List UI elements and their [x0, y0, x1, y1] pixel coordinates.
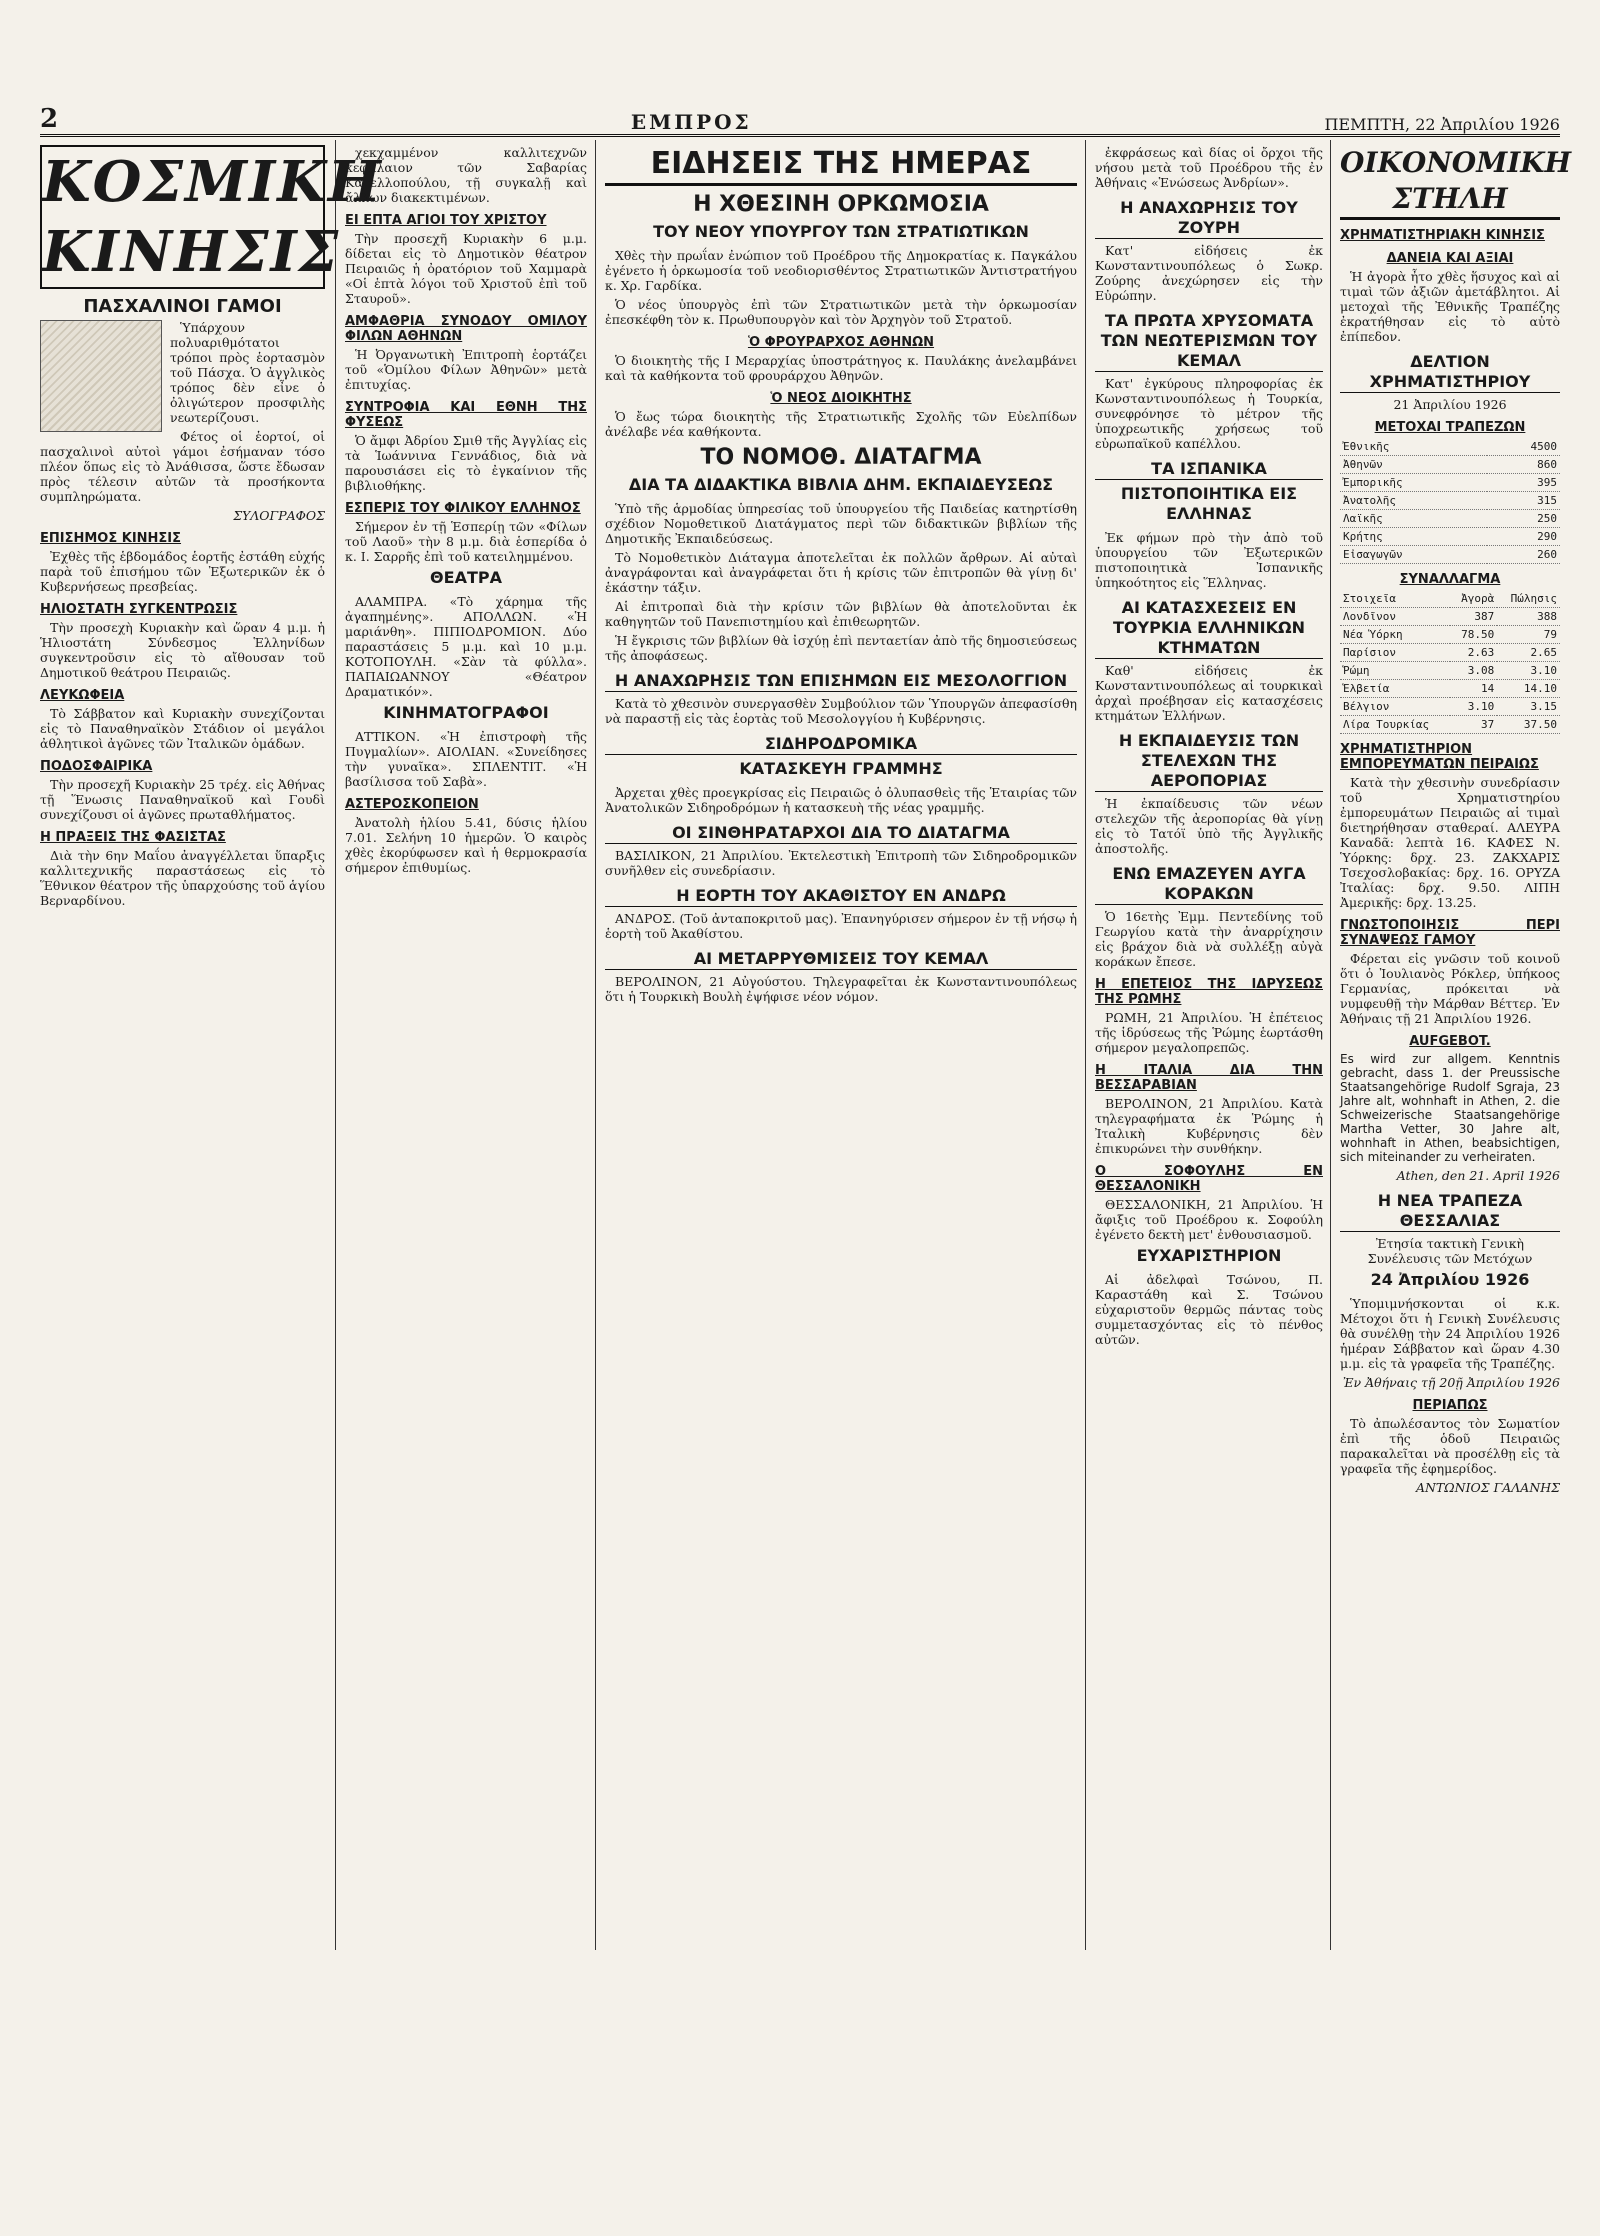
section-heading: ΣΙΔΗΡΟΔΡΟΜΙΚΑ [605, 734, 1077, 755]
article-text: ΒΕΡΟΛΙΝΟΝ, 21 Ἀπριλίου. Κατὰ τηλεγραφήματα ἐκ Ῥώμης ἡ Ἰταλικὴ Κυβέρνησις δὲν ἐπικυρώνει τὴν συνθήκην. [1095, 1096, 1323, 1156]
bank-notice-sub: Ἐτησία τακτικὴ Γενικὴ Συνέλευσις τῶν Μετόχων [1367, 1236, 1533, 1266]
issue-date: ΠΕΜΠΤΗ, 22 Ἀπριλίου 1926 [1324, 115, 1560, 134]
row-label: Ἐμπορικῆς [1340, 474, 1487, 492]
news-column [345, 145, 587, 1945]
article-text: ΑΝΔΡΟΣ. (Τοῦ ἀνταποκριτοῦ μας). Ἐπανηγύρισεν σήμερον ἐν τῇ νήσῳ ἡ ἑορτὴ τοῦ Ἀκαθίστου. [605, 911, 1077, 941]
section-heading: Η ΕΠΕΤΕΙΟΣ ΤΗΣ ΙΔΡΥΣΕΩΣ ΤΗΣ ΡΩΜΗΣ [1095, 977, 1323, 1007]
sell-rate: 3.10 [1497, 662, 1560, 680]
society-column [40, 145, 383, 1945]
headline: Η ΧΘΕΣΙΝΗ ΟΡΚΩΜΟΣΙΑ [693, 192, 989, 217]
bulletin-date: 21 Ἀπριλίου 1926 [1393, 397, 1507, 412]
section-heading: ΑΙ ΜΕΤΑΡΡΥΘΜΙΣΕΙΣ ΤΟΥ ΚΕΜΑΛ [605, 949, 1077, 970]
table-row [1340, 698, 1560, 716]
table-row [1340, 662, 1560, 680]
section-heading: Η ΕΚΠΑΙΔΕΥΣΙΣ ΤΩΝ ΣΤΕΛΕΧΩΝ ΤΗΣ ΑΕΡΟΠΟΡΙΑΣ [1095, 731, 1323, 792]
page-number: 2 [40, 104, 59, 134]
bulletin-heading: ΔΕΛΤΙΟΝ ΧΡΗΜΑΤΙΣΤΗΡΙΟΥ [1340, 352, 1560, 393]
masthead [40, 100, 1560, 137]
table-row [1340, 608, 1560, 626]
article-text: Κατὰ τὴν χθεσινὴν συνεδρίασιν τοῦ Χρηματιστηρίου ἐμπορευμάτων Πειραιῶς αἱ τιμαὶ διετηρήθησαν σταθεραί. ΑΛΕΥΡΑ Καναδᾶ: λεπτὰ 16. ΚΑΦΕΣ Ν. Ὑόρκης: δρχ. 23. ΖΑΚΧΑΡΙΣ Τσεχοσλοβακίας: δρχ. 16. ΟΡΥΖΑ Ἰταλίας: δρχ. 9.50. ΛΙΠΗ Ἀμερικῆς: δρχ. 13.25. [1340, 775, 1560, 910]
subheadline: ΤΟΥ ΝΕΟΥ ΥΠΟΥΡΓΟΥ ΤΩΝ ΣΤΡΑΤΙΩΤΙΚΩΝ [653, 222, 1029, 241]
section-heading: ΗΛΙΟΣΤΑΤΗ ΣΥΓΚΕΝΤΡΩΣΙΣ [40, 602, 238, 617]
bank-notice-date: 24 Ἀπριλίου 1926 [1370, 1270, 1530, 1289]
currency-label: Βέλγιον [1340, 698, 1450, 716]
section-heading: ΕΠΙΣΗΜΟΣ ΚΙΝΗΣΙΣ [40, 531, 182, 546]
sell-rate: 37.50 [1497, 716, 1560, 734]
section-heading: ΧΡΗΜΑΤΙΣΤΗΡΙΑΚΗ ΚΙΝΗΣΙΣ [1340, 228, 1545, 243]
section-heading: ΠΕΡΙΑΠΩΣ [1412, 1398, 1488, 1413]
article-text: Αἱ ἐπιτροπαὶ διὰ τὴν κρίσιν τῶν βιβλίων θὰ ἀποτελοῦνται ἐκ καθηγητῶν τοῦ Πανεπιστημίου καὶ ἐπιθεωρητῶν. [605, 599, 1077, 629]
section-heading: ΛΕΥΚΩΦΕΙΑ [40, 688, 125, 703]
section-kicker: ΕΙΔΗΣΕΙΣ ΤΗΣ ΗΜΕΡΑΣ [605, 145, 1077, 186]
table-row [1340, 644, 1560, 662]
row-value: 315 [1487, 492, 1560, 510]
table-row [1340, 474, 1560, 492]
article-text: Ὁ ἄμφι Ἀδρίου Σμιθ τῆς Ἀγγλίας εἰς τὰ Ἱωάννινα Γεννάδιος, διὰ νὰ παρουσιάσει εἰς τὸ ἐγκαίνιον τῆς βιβλιοθήκης. [345, 433, 587, 493]
article-text: Ὑπάρχουν πολυαριθμότατοι τρόποι πρὸς ἑορτασμὸν τοῦ Πάσχα. Ὁ ἀγγλικὸς τρόπος δὲν εἶνε ὁ ὀλιγώτερον προσφιλὴς νεωτερίζουσι. [170, 320, 325, 425]
article-text: Ὑπὸ τῆς ἁρμοδίας ὑπηρεσίας τοῦ ὑπουργείου τῆς Παιδείας κατηρτίσθη σχέδιον Νομοθετικοῦ Διατάγματος περὶ τῶν διδακτικῶν βιβλίων τῆς Δημοτικῆς Ἐκπαιδεύσεως. [605, 501, 1077, 546]
article-text: ΒΕΡΟΛΙΝΟΝ, 21 Αὐγούστου. Τηλεγραφεῖται ἐκ Κωνσταντινουπόλεως ὅτι ἡ Τουρκικὴ Βουλὴ ἐψήφισε νέον νόμον. [605, 974, 1077, 1004]
aufgebot-heading: AUFGEBOT. [1409, 1034, 1491, 1049]
article-text: Τὴν προσεχὴ Κυριακὴν καὶ ὥραν 4 μ.μ. ἡ Ἡλιοστάτη Σύνδεσμος Ἑλληνίδων συγκεντροῦσιν εἰς τὸ αἴθουσαν τοῦ Δημοτικοῦ θεάτρου Πειραιῶς. [40, 620, 325, 680]
row-value: 290 [1487, 528, 1560, 546]
row-value: 4500 [1487, 438, 1560, 456]
subheadline: ΔΙΑ ΤΑ ΔΙΔΑΚΤΙΚΑ ΒΙΒΛΙΑ ΔΗΜ. ΕΚΠΑΙΔΕΥΣΕΩΣ [628, 475, 1054, 494]
article-text: Τὴν προσεχῆ Κυριακὴν 25 τρέχ. εἰς Ἀθήνας τῇ Ἕνωσις Παναθηναϊκοῦ καὶ Γουδὶ συνεχίζουσι οἱ ἀγῶνες πρωταθλήματος. [40, 777, 325, 822]
foreign-news-column [1095, 145, 1323, 1945]
row-label: Ἀθηνῶν [1340, 456, 1487, 474]
table-row [1340, 716, 1560, 734]
sell-rate: 79 [1497, 626, 1560, 644]
section-heading: Ο ΣΟΦΟΥΛΗΣ ΕΝ ΘΕΣΣΑΛΟΝΙΚΗ [1095, 1164, 1323, 1194]
article-text: Κατὰ τὸ χθεσινὸν συνεργασθὲν Συμβούλιον τῶν Ὑπουργῶν ἀπεφασίσθη νὰ παραστῇ εἰς τὰς ἑορτὰς τοῦ Μεσολογγίου ἡ Κυβέρνησις. [605, 696, 1077, 726]
aufgebot-signature: Athen, den 21. April 1926 [1396, 1168, 1560, 1183]
table-row [1340, 456, 1560, 474]
article-text: Ὁ 16ετὴς Ἐμμ. Πεντεδίνης τοῦ Γεωργίου κατὰ τὴν ἀναρρίχησιν εἰς βράχον διὰ νὰ συλλέξῃ αὐγὰ κοράκων ἔπεσε. [1095, 909, 1323, 969]
section-heading: ΤΑ ΙΣΠΑΝΙΚΑ [1095, 459, 1323, 480]
article-text: Ἀρχεται χθὲς προεγκρίσας εἰς Πειραιῶς ὁ ὀλυπασθεὶς τῆς Ἑταιρίας τῶν Ἀνατολικῶν Σιδηροδρόμων ἡ κατασκευὴ τῆς νέας γραμμῆς. [605, 785, 1077, 815]
section-heading: ΔΑΝΕΙΑ ΚΑΙ ΑΞΙΑΙ [1386, 251, 1514, 266]
finance-banner: ΟΙΚΟΝΟΜΙΚΗ ΣΤΗΛΗ [1340, 145, 1560, 220]
bank-notice-text: Ὑπομιμνήσκονται οἱ κ.κ. Μέτοχοι ὅτι ἡ Γενικὴ Συνέλευσις θὰ συνέλθῃ τὴν 24 Ἀπριλίου 1926 ἡμέραν Σάββατον καὶ ὥραν 4.30 μ.μ. εἰς τὰ γραφεῖα τῆς Τραπέζης. [1340, 1296, 1560, 1371]
column-header: Ἀγορὰ [1450, 590, 1497, 608]
article-text: Καθ' εἰδήσεις ἐκ Κωνσταντινουπόλεως αἱ τουρκικαὶ ἀρχαὶ προέβησαν εἰς κατασχέσεις κτημάτων Ἑλλήνων. [1095, 663, 1323, 723]
article-text: Τὴν προσεχῆ Κυριακὴν 6 μ.μ. δίδεται εἰς τὸ Δημοτικὸν θέατρον Πειραιῶς ἡ ὀρατόριον τοῦ Χαμμαρὰ «Οἱ ἑπτὰ λόγοι τοῦ Χριστοῦ ἐπὶ τοῦ Σταυροῦ». [345, 231, 587, 306]
row-value: 250 [1487, 510, 1560, 528]
sell-rate: 2.65 [1497, 644, 1560, 662]
currency-label: Ἑλβετία [1340, 680, 1450, 698]
currency-label: Λονδῖνον [1340, 608, 1450, 626]
article-text: Ἡ ἐκπαίδευσις τῶν νέων στελεχῶν τῆς ἀεροπορίας θὰ γίνῃ εἰς τὸ Τατόϊ ὑπὸ τῆς Ἀγγλικῆς ἀποστολῆς. [1095, 796, 1323, 856]
section-heading: Η ΙΤΑΛΙΑ ΔΙΑ ΤΗΝ ΒΕΣΣΑΡΑΒΙΑΝ [1095, 1063, 1323, 1093]
article-text: ΒΑΣΙΛΙΚΟΝ, 21 Ἀπριλίου. Ἐκτελεστικὴ Ἐπιτροπὴ τῶν Σιδηροδρομικῶν συνῆλθεν εἰς συνεδρίασιν. [605, 848, 1077, 878]
section-heading: Ὁ ΦΡΟΥΡΑΡΧΟΣ ΑΘΗΝΩΝ [747, 335, 935, 350]
row-label: Κρήτης [1340, 528, 1487, 546]
column-rule [1085, 140, 1086, 1950]
article-text: Διὰ τὴν 6ην Μαΐου ἀναγγέλλεται ὕπαρξις καλλιτεχνικῆς παραστάσεως εἰς τὸ Ἕθνικον θέατρον τῆς ὑπαρχούσης τοῦ ἁγίου Βερναρδίνου. [40, 848, 325, 908]
section-heading: ΓΝΩΣΤΟΠΟΙΗΣΙΣ ΠΕΡΙ ΣΥΝΑΨΕΩΣ ΓΑΜΟΥ [1340, 918, 1560, 948]
finance-column [1340, 145, 1572, 1945]
article-text: Τὸ Σάββατον καὶ Κυριακὴν συνεχίζονται εἰς τὸ Παναθηναϊκὸν Στάδιον οἱ μεγάλοι ἀθλητικοὶ ἀγῶνες τῶν Ἰταλικῶν ὁμάδων. [40, 706, 325, 751]
table-row [1340, 528, 1560, 546]
aufgebot-text: Es wird zur allgem. Kenntnis gebracht, dass 1. der Preussische Staatsangehörige Rudolf Sgraja, 23 Jahre alt, wohnhaft in Athen, 2. die Schweizerische Staatsangehörige Martha Vetter, 30 Jahre alt, wohnhaft in Athen, beabsichtigen, sich miteinander zu verheiraten. [1340, 1052, 1560, 1164]
buy-rate: 37 [1450, 716, 1497, 734]
article-text: χεκχαμμένον καλλιτεχνῶν κεφάλαιον τῶν Σαβαρίας Κανελλοπούλου, τῇ συγκαλῇ καὶ ἄλλων διακεκτιμένων. [345, 145, 587, 205]
paper-name: ΕΜΠΡΟΣ [630, 110, 752, 134]
signature: ΑΝΤΩΝΙΟΣ ΓΑΛΑΝΗΣ [1415, 1480, 1560, 1495]
article-text: ΡΩΜΗ, 21 Ἀπριλίου. Ἡ ἐπέτειος τῆς ἱδρύσεως τῆς Ῥώμης ἑωρτάσθη σήμερον μεγαλοπρεπῶς. [1095, 1010, 1323, 1055]
article-text: Ὁ διοικητὴς τῆς Ι Μεραρχίας ὑποστράτηγος κ. Παυλάκης ἀνελαμβάνει καὶ τὰ καθήκοντα τοῦ φρουράρχου Ἀθηνῶν. [605, 353, 1077, 383]
column-rule [1330, 140, 1331, 1950]
table-row [1340, 680, 1560, 698]
row-value: 860 [1487, 456, 1560, 474]
currency-label: Νέα Ὑόρκη [1340, 626, 1450, 644]
section-heading: ΑΙ ΚΑΤΑΣΧΕΣΕΙΣ ΕΝ ΤΟΥΡΚΙΑ ΕΛΛΗΝΙΚΩΝ ΚΤΗΜΑΤΩΝ [1095, 598, 1323, 659]
bank-notice-heading: Η ΝΕΑ ΤΡΑΠΕΖΑ ΘΕΣΣΑΛΙΑΣ [1340, 1191, 1560, 1232]
article-text: Σήμερον ἐν τῇ Ἑσπερίῃ τῶν «Φίλων τοῦ Λαοῦ» τὴν 8 μ.μ. διὰ ἑσπερίδα ὁ κ. Ι. Σαρρῆς ἐπὶ τοῦ κατειλημμένου. [345, 519, 587, 564]
subheadline: ΠΙΣΤΟΠΟΙΗΤΙΚΑ ΕΙΣ ΕΛΛΗΝΑΣ [1120, 484, 1298, 523]
article-text: Φέρεται εἰς γνῶσιν τοῦ κοινοῦ ὅτι ὁ Ἰουλιανὸς Ρόκλερ, ὑπήκοος Γερμανίας, πρόκειται νὰ νυμφευθῇ τὴν Μάρθαν Βέττερ. Ἐν Ἀθήναις τῇ 21 Ἀπριλίου 1926. [1340, 951, 1560, 1026]
section-heading: ΤΑ ΠΡΩΤΑ ΧΡΥΣΟΜΑΤΑ ΤΩΝ ΝΕΩΤΕΡΙΣΜΩΝ ΤΟΥ ΚΕΜΑΛ [1095, 311, 1323, 372]
section-heading: ΑΜΦΑΘΡΙΑ ΣΥΝΟΔΟΥ ΟΜΙΛΟΥ ΦΙΛΩΝ ΑΘΗΝΩΝ [345, 314, 587, 344]
section-heading: ΠΑΣΧΑΛΙΝΟΙ ΓΑΜΟΙ [83, 296, 282, 317]
row-value: 260 [1487, 546, 1560, 564]
section-heading: Η ΕΟΡΤΗ ΤΟΥ ΑΚΑΘΙΣΤΟΥ ΕΝ ΑΝΔΡΩ [605, 886, 1077, 907]
article-text: Ὁ νέος ὑπουργὸς ἐπὶ τῶν Στρατιωτικῶν μετὰ τὴν ὁρκωμοσίαν ἐπεσκέφθη τὸν κ. Πρωθυπουργὸν καὶ τὸν Ἀρχηγὸν τοῦ Στρατοῦ. [605, 297, 1077, 327]
society-banner: ΚΟΣΜΙΚΗ ΚΙΝΗΣΙΣ [40, 145, 325, 289]
section-heading: Η ΠΡΑΞΕΙΣ ΤΗΣ ΦΑΣΙΣΤΑΣ [40, 830, 226, 845]
bank-shares-table [1340, 438, 1560, 564]
exchange-table [1340, 590, 1560, 734]
column-rule [595, 140, 596, 1950]
article-text: ΘΕΣΣΑΛΟΝΙΚΗ, 21 Ἀπριλίου. Ἡ ἄφιξις τοῦ Προέδρου κ. Σοφούλη ἐγένετο δεκτὴ μετ' ἐνθουσιασμοῦ. [1095, 1197, 1323, 1242]
currency-label: Λίρα Τουρκίας [1340, 716, 1450, 734]
article-text: Κατ' εἰδήσεις ἐκ Κωνσταντινουπόλεως ὁ Σωκρ. Ζούρης ἀνεχώρησεν εἰς τὴν Εὐρώπην. [1095, 243, 1323, 303]
table-row [1340, 492, 1560, 510]
article-text: Τὸ ἀπωλέσαντος τὸν Σωματίον ἐπὶ τῆς ὁδοῦ Πειραιῶς παρακαλεῖται νὰ προσέλθῃ εἰς τὰ γραφεῖα τῆς ἐφημερίδος. [1340, 1416, 1560, 1476]
article-text: Ἡ Ὀργανωτικὴ Ἐπιτροπὴ ἑορτάζει τοῦ «Ὁμίλου Φίλων Ἀθηνῶν» μετὰ ἐπιτυχίας. [345, 347, 587, 392]
row-label: Εἰσαγωγῶν [1340, 546, 1487, 564]
section-heading: ΣΥΝΑΛΛΑΓΜΑ [1399, 572, 1501, 587]
currency-label: Παρίσιον [1340, 644, 1450, 662]
article-text: Χθὲς τὴν πρωΐαν ἐνώπιον τοῦ Προέδρου τῆς Δημοκρατίας κ. Παγκάλου ἐγένετο ἡ ὁρκωμοσία τοῦ νεοδιορισθέντος Στρατιωτικῶν Ἀντιστρατήγου κ. Χρ. Γαρδίκα. [605, 248, 1077, 293]
cinemas-heading: ΚΙΝΗΜΑΤΟΓΡΑΦΟΙ [383, 703, 549, 722]
column-rule [335, 140, 336, 1950]
article-text: Ὁ ἔως τώρα διοικητὴς τῆς Στρατιωτικῆς Σχολῆς τῶν Εὐελπίδων ἀνέλαβε νέα καθήκοντα. [605, 409, 1077, 439]
article-text: Ἡ ἔγκρισις τῶν βιβλίων θὰ ἰσχύῃ ἐπὶ πενταετίαν ἀπὸ τῆς δημοσιεύσεως τῆς ἀποφάσεως. [605, 633, 1077, 663]
table-row [1340, 546, 1560, 564]
row-label: Ἀνατολῆς [1340, 492, 1487, 510]
section-heading: Η ΑΝΑΧΩΡΗΣΙΣ ΤΟΥ ΖΟΥΡΗ [1095, 198, 1323, 239]
sell-rate: 14.10 [1497, 680, 1560, 698]
row-label: Ἐθνικῆς [1340, 438, 1487, 456]
row-value: 395 [1487, 474, 1560, 492]
headline: ΤΟ ΝΟΜΟΘ. ΔΙΑΤΑΓΜΑ [700, 445, 982, 470]
section-heading: ΑΣΤΕΡΟΣΚΟΠΕΙΟΝ [345, 797, 479, 812]
section-heading: Η ΑΝΑΧΩΡΗΣΙΣ ΤΩΝ ΕΠΙΣΗΜΩΝ ΕΙΣ ΜΕΣΟΛΟΓΓΙΟΝ [605, 671, 1077, 692]
section-heading: ΣΥΝΤΡΟΦΙΑ ΚΑΙ ΕΘΝΗ ΤΗΣ ΦΥΣΕΩΣ [345, 400, 587, 430]
wedding-illustration [40, 320, 162, 432]
sell-rate: 3.15 [1497, 698, 1560, 716]
article-text: Ἐχθὲς τῆς ἑβδομάδος ἑορτῆς ἐστάθη εὐχής παρὰ τοῦ ἐπισήμου τῶν Ἐξωτερικῶν ἐκ ὁ Κυβερνήσεως πρεσβείας. [40, 549, 325, 594]
section-heading: ΕΝΩ ΕΜΑΖΕΥΕΝ ΑΥΓΑ ΚΟΡΑΚΩΝ [1095, 864, 1323, 905]
bank-notice-signature: Ἐν Ἀθήναις τῇ 20ῇ Ἀπριλίου 1926 [1342, 1375, 1560, 1390]
row-label: Λαϊκῆς [1340, 510, 1487, 528]
buy-rate: 387 [1450, 608, 1497, 626]
article-text: Ἐκ φήμων πρὸ τὴν ἀπὸ τοῦ ὑπουργείου τῶν Ἐξωτερικῶν πιστοποιητικὰ Ἰσπανικῆς ὑπηκοότητος εἰς Ἕλληνας. [1095, 530, 1323, 590]
section-heading: ΕΣΠΕΡΙΣ ΤΟΥ ΦΙΛΙΚΟΥ ΕΛΛΗΝΟΣ [345, 501, 581, 516]
thanks-heading: ΕΥΧΑΡΙΣΤΗΡΙΟΝ [1136, 1246, 1282, 1265]
table-row [1340, 438, 1560, 456]
section-heading: ΜΕΤΟΧΑΙ ΤΡΑΠΕΖΩΝ [1374, 420, 1526, 435]
section-heading: ΕΙ ΕΠΤΑ ΑΓΙΟΙ ΤΟΥ ΧΡΙΣΤΟΥ [345, 213, 547, 228]
buy-rate: 2.63 [1450, 644, 1497, 662]
article-text: Κατ' ἐγκύρους πληροφορίας ἐκ Κωνσταντινουπόλεως ἡ Τουρκία, συνεφρόνησε τὸ μέτρον τῆς ὑποχρεωτικῆς χρήσεως τοῦ εὐρωπαϊκοῦ καπέλλου. [1095, 376, 1323, 451]
section-heading: ΠΟΔΟΣΦΑΙΡΙΚΑ [40, 759, 153, 774]
buy-rate: 14 [1450, 680, 1497, 698]
table-row [1340, 626, 1560, 644]
section-heading: ΟΙ ΣΙΝΘΗΡΑΤΑΡΧΟΙ ΔΙΑ ΤΟ ΔΙΑΤΑΓΜΑ [605, 823, 1077, 844]
news-of-the-day [605, 145, 1077, 1945]
byline: ΣΥΛΟΓΡΑΦΟΣ [233, 508, 325, 523]
cinema-listings: ΑΤΤΙΚΟΝ. «Ἡ ἐπιστροφὴ τῆς Πυγμαλίων». ΑΙΟΛΙΑΝ. «Συνείδησες τὴν γυναῖκα». ΣΠΛΕΝΤΙΤ. «Ἡ βασίλισσα τοῦ Σαβὰ». [345, 729, 587, 789]
buy-rate: 78.50 [1450, 626, 1497, 644]
table-row [1340, 510, 1560, 528]
article-text: Ἡ ἀγορὰ ἦτο χθὲς ἥσυχος καὶ αἱ τιμαὶ τῶν ἀξιῶν ἀμετάβλητοι. Αἱ μετοχαὶ τῆς Ἐθνικῆς Τραπέζης ἐκρατήθησαν εἰς τὸ αὐτὸ ἐπίπεδον. [1340, 269, 1560, 344]
column-header: Στοιχεῖα [1340, 590, 1450, 608]
observatory-text: Ἀνατολὴ ἡλίου 5.41, δύσις ἡλίου 7.01. Σελήνη 10 ἡμερῶν. Ὁ καιρὸς χθὲς ἐκορύφωσεν καὶ ἡ θερμοκρασία σήμερον ἐπιθυμίως. [345, 815, 587, 875]
article-text: Τὸ Νομοθετικὸν Διάταγμα ἀποτελεῖται ἐκ πολλῶν ἄρθρων. Αἱ αὐταὶ ἀναγράφονται καὶ ἀναγράφεται ὅτι ἡ κρίσις τῶν ἐπιτροπῶν θὰ γίνῃ δι' ἑκάστην τάξιν. [605, 550, 1077, 595]
section-heading: ΧΡΗΜΑΤΙΣΤΗΡΙΟΝ ΕΜΠΟΡΕΥΜΑΤΩΝ ΠΕΙΡΑΙΩΣ [1340, 742, 1539, 772]
buy-rate: 3.10 [1450, 698, 1497, 716]
theatres-heading: ΘΕΑΤΡΑ [430, 568, 502, 587]
theatre-listings: ΑΛΑΜΠΡΑ. «Τὸ χάρημα τῆς ἀγαπημένης». ΑΠΟΛΛΩΝ. «Ἡ μαριάνθη». ΠΙΠΙΟΔΡΟΜΙΟΝ. Δύο παραστάσεις 5 μ.μ. καὶ 10 μ.μ. ΚΟΤΟΠΟΥΛΗ. «Σὰν τὰ φύλλα». ΠΑΠΑΙΩΑΝΝΟΥ «Θέατρον Δραματικόν». [345, 594, 587, 699]
currency-label: Ῥώμη [1340, 662, 1450, 680]
article-text: Φέτος οἱ ἑορτοί, οἱ πασχαλινοὶ αὐτοὶ γάμοι ἐσήμαναν τόσο πλέον ὅπως εἰς τὸ Ἀνάθισσα, ὥστε ἔδωσαν πρὸς τέλεσιν αὐτῶν τὰ προσήκοντα συμπληρώματα. [40, 429, 325, 504]
sell-rate: 388 [1497, 608, 1560, 626]
article-text: ἐκφράσεως καὶ δίας οἱ ὄρχοι τῆς νήσου μετὰ τοῦ Προέδρου τῆς ἐν Ἀθήναις «Ἑνώσεως Ἀνδρίων». [1095, 145, 1323, 190]
subheadline: ΚΑΤΑΣΚΕΥΗ ΓΡΑΜΜΗΣ [739, 759, 943, 778]
article-text: Αἱ ἀδελφαὶ Τσώνου, Π. Καραστάθη καὶ Σ. Τσώνου εὐχαριστοῦν θερμῶς πάντας τοὺς συμμετασχόντας εἰς τὸ πένθος αὐτῶν. [1095, 1272, 1323, 1347]
column-header: Πώλησις [1497, 590, 1560, 608]
section-heading: Ὁ ΝΕΟΣ ΔΙΟΙΚΗΤΗΣ [770, 391, 912, 406]
buy-rate: 3.08 [1450, 662, 1497, 680]
